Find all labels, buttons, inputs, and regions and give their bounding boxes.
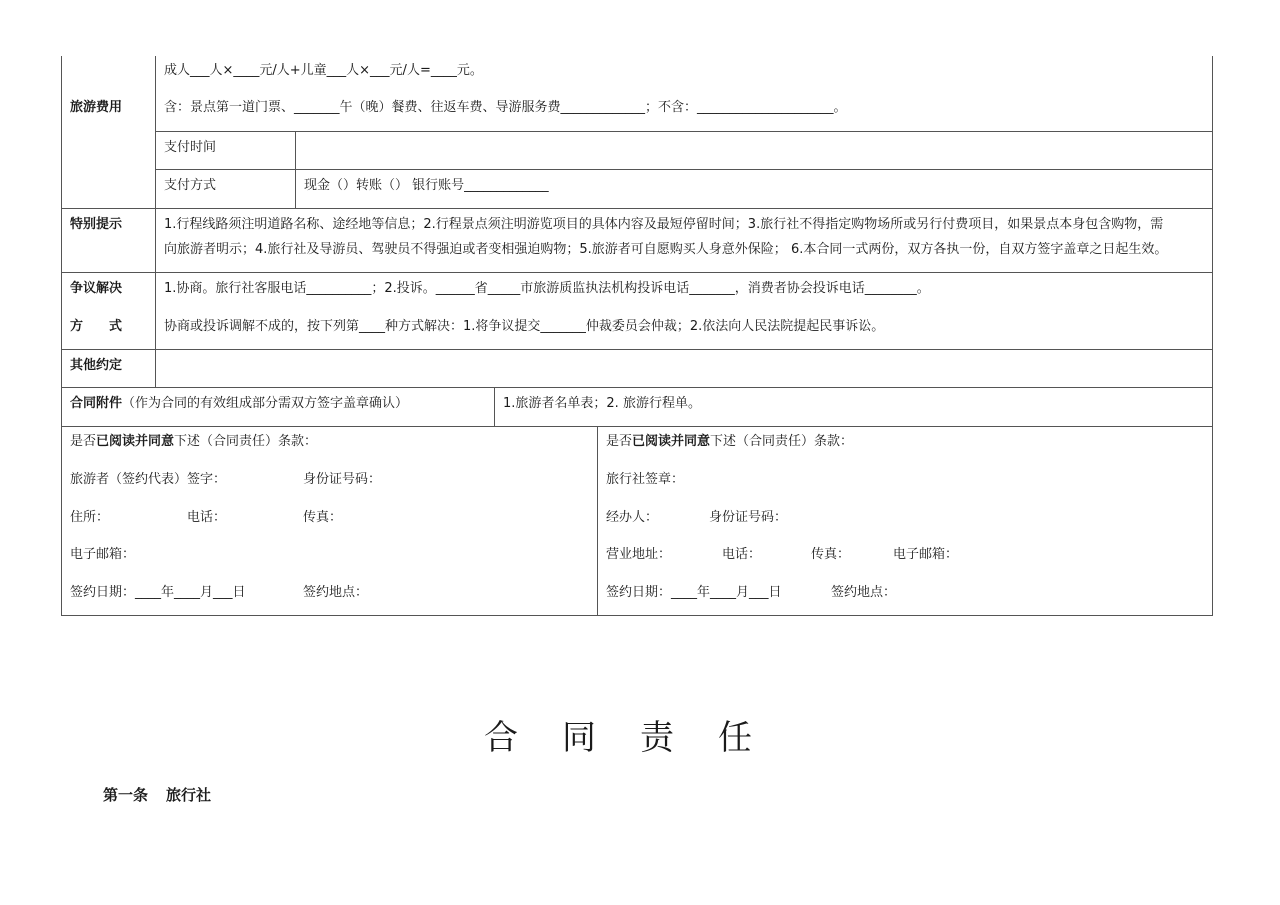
dispute-line-2: 协商或投诉调解不成的，按下列第____种方式解决：1.将争议提交_______仲裁委员会仲裁；2.依法向人民法院提起民事诉讼。 bbox=[164, 319, 885, 334]
right-agree-suffix: 下述（合同责任）条款： bbox=[710, 434, 854, 449]
left-agree-suffix: 下述（合同责任）条款： bbox=[174, 434, 318, 449]
right-agree-prefix: 是否 bbox=[606, 434, 633, 449]
other-label: 其他约定 bbox=[70, 358, 123, 373]
left-agree-prefix: 是否 bbox=[70, 434, 97, 449]
left-agree-bold: 已阅读并同意 bbox=[96, 434, 175, 449]
right-date: 签约日期：____年____月___日 bbox=[606, 585, 782, 600]
left-agree bbox=[70, 430, 317, 449]
left-signer: 旅游者（签约代表）签字： bbox=[70, 472, 227, 487]
pay-method-value: 现金（）转账（） 银行账号_____________ bbox=[304, 178, 549, 194]
article-heading bbox=[103, 784, 229, 805]
left-id: 身份证号码： bbox=[303, 472, 382, 487]
pay-time-row bbox=[156, 131, 1212, 170]
fee-row bbox=[62, 56, 1212, 208]
right-seal: 旅行社签章： bbox=[606, 472, 685, 487]
article-number: 第一条 bbox=[103, 786, 149, 804]
pay-method-row bbox=[156, 169, 1212, 208]
right-place: 签约地点： bbox=[831, 585, 897, 600]
attachment-label-rest: （作为合同的有效组成部分需双方签字盖章确认） bbox=[122, 396, 409, 411]
right-agree-bold: 已阅读并同意 bbox=[632, 434, 711, 449]
other-value bbox=[156, 350, 1212, 387]
left-phone: 电话： bbox=[187, 510, 227, 525]
pay-time-value bbox=[296, 132, 1212, 170]
fee-label: 旅游费用 bbox=[70, 100, 123, 115]
left-place: 签约地点： bbox=[303, 585, 369, 600]
fee-label-cell bbox=[62, 56, 156, 208]
left-address: 住所： bbox=[70, 510, 110, 525]
attachment-label-bold: 合同附件 bbox=[70, 396, 123, 411]
other-label-cell bbox=[62, 350, 156, 387]
special-label: 特别提示 bbox=[70, 217, 123, 232]
fee-line-1: 成人___人×____元/人+儿童___人×___元/人=____元。 bbox=[164, 63, 483, 78]
dispute-label-1: 争议解决 bbox=[70, 281, 123, 296]
pay-time-label: 支付时间 bbox=[156, 132, 296, 170]
dispute-label-cell bbox=[62, 273, 156, 349]
special-line-1: 1.行程线路须注明道路名称、途经地等信息；2.行程景点须注明游览项目的具体内容及最短停留时间；3.旅行社不得指定购物场所或另行付费项目，如果景点本身包含购物，需 bbox=[164, 217, 1164, 232]
attachment-label-cell bbox=[62, 388, 495, 426]
special-row bbox=[62, 208, 1212, 272]
right-email: 电子邮箱： bbox=[893, 547, 959, 562]
section-title: 合同责任 bbox=[484, 718, 796, 758]
right-agree bbox=[606, 430, 853, 449]
fee-line-2: 含：景点第一道门票、_______午（晚）餐费、往返车费、导游服务费_____________；不含：_____________________。 bbox=[164, 100, 847, 115]
dispute-label-2: 方 式 bbox=[70, 319, 123, 334]
dispute-line-1: 1.协商。旅行社客服电话__________；2.投诉。______省_____市旅游质监执法机构投诉电话_______，消费者协会投诉电话________。 bbox=[164, 281, 930, 296]
signature-left bbox=[62, 427, 598, 615]
dispute-row bbox=[62, 272, 1212, 349]
special-label-cell bbox=[62, 209, 156, 272]
left-date: 签约日期：____年____月___日 bbox=[70, 585, 246, 600]
right-phone: 电话： bbox=[722, 547, 762, 562]
pay-method-label: 支付方式 bbox=[156, 170, 296, 208]
article-name: 旅行社 bbox=[166, 786, 212, 804]
dispute-content bbox=[156, 273, 1212, 349]
left-fax: 传真： bbox=[303, 510, 343, 525]
attachment-row bbox=[62, 387, 1212, 426]
right-fax: 传真： bbox=[811, 547, 851, 562]
signature-row bbox=[62, 426, 1212, 615]
special-content bbox=[156, 209, 1212, 272]
right-agent: 经办人： bbox=[606, 510, 659, 525]
attachment-value: 1.旅游者名单表；2. 旅游行程单。 bbox=[503, 396, 701, 411]
signature-right bbox=[598, 427, 1212, 615]
contract-form-table bbox=[61, 56, 1213, 616]
left-email: 电子邮箱： bbox=[70, 547, 136, 562]
fee-content bbox=[156, 56, 1212, 208]
special-line-2: 向旅游者明示；4.旅行社及导游员、驾驶员不得强迫或者变相强迫购物；5.旅游者可自愿购买人身意外保险； 6.本合同一式两份，双方各执一份，自双方签字盖章之日起生效。 bbox=[164, 242, 1168, 257]
other-row bbox=[62, 349, 1212, 387]
right-biz-address: 营业地址： bbox=[606, 547, 672, 562]
right-id: 身份证号码： bbox=[709, 510, 788, 525]
